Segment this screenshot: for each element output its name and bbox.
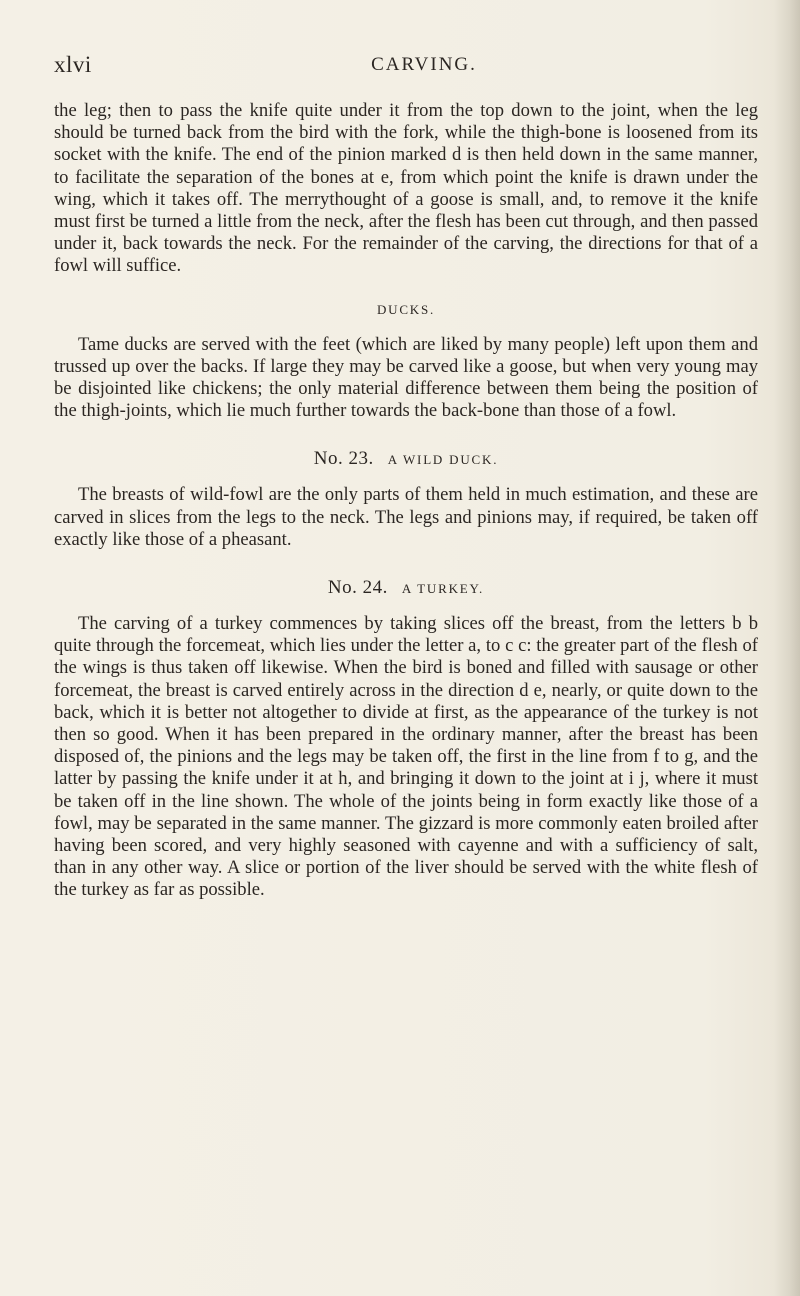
paragraph-wild-duck: The breasts of wild-fowl are the only parts of them held in much estimation, and these are carved in slices from the legs to the neck. The legs and pinions may, if required, be taken off exactly like those of a pheasant. [54, 484, 758, 550]
section-title: A TURKEY. [401, 581, 485, 597]
section-number: No. 24. [327, 577, 388, 599]
page-header [54, 50, 714, 86]
section-number: No. 23. [313, 448, 374, 470]
page-edge-shadow [774, 0, 800, 1296]
section-title: A WILD DUCK. [387, 452, 499, 468]
paragraph-turkey: The carving of a turkey commences by taking slices off the breast, from the letters b b quite through the forcemeat, which lies under the letter a, to c c: the greater part of the flesh of the wings is thus taken off likewise. When the bird is boned and filled with sausage or other forcemeat, the breast is carved entirely across in the direction d e, nearly, or quite down to the back, which it is better not altogether to divide at first, as the appearance of the turkey is not then so good. When it has been prepared in the ordinary manner, after the breast has been disposed of, the pinions and the legs may be taken off, the first in the line from f to g, and the latter by passing the knife under it at h, and bringing it down to the joint at i j, where it must be taken off in the line shown. The whole of the joints being in form exactly like those of a fowl, may be separated in the same manner. The gizzard is more commonly eaten broiled after having been scored, and very highly seasoned with cayenne and with a sufficiency of salt, than in any other way. A slice or portion of the liver should be served with the white flesh of the turkey as far as possible. [54, 613, 758, 901]
section-heading-ducks: DUCKS. [376, 301, 436, 317]
section-heading-turkey [54, 577, 758, 599]
paragraph-goose-continued: the leg; then to pass the knife quite under it from the top down to the joint, when the leg should be turned back from the bird with the fork, while the thigh-bone is loosened from its socket with the knife. The end of the pinion marked d is then held down in the same manner, to facilitate the separation of the bones at e, from which point the knife is drawn under the wing, which it takes off. The merrythought of a goose is small, and, to remove it the knife must first be turned a little from the neck, after the flesh has been cut through, and then passed under it, back towards the neck. For the remainder of the carving, the directions for that of a fowl will suffice. [54, 100, 758, 277]
paragraph-ducks: Tame ducks are served with the feet (which are liked by many people) left upon them and trussed up over the backs. If large they may be carved like a goose, but when very young may be disjointed like chickens; the only material difference between them being the position of the thigh-joints, which lie much further towards the back-bone than those of a fowl. [54, 333, 758, 422]
section-heading-wild-duck [54, 448, 758, 470]
body-text [54, 100, 758, 902]
page-number: xlvi [54, 52, 92, 77]
running-title: CARVING. [371, 54, 477, 75]
